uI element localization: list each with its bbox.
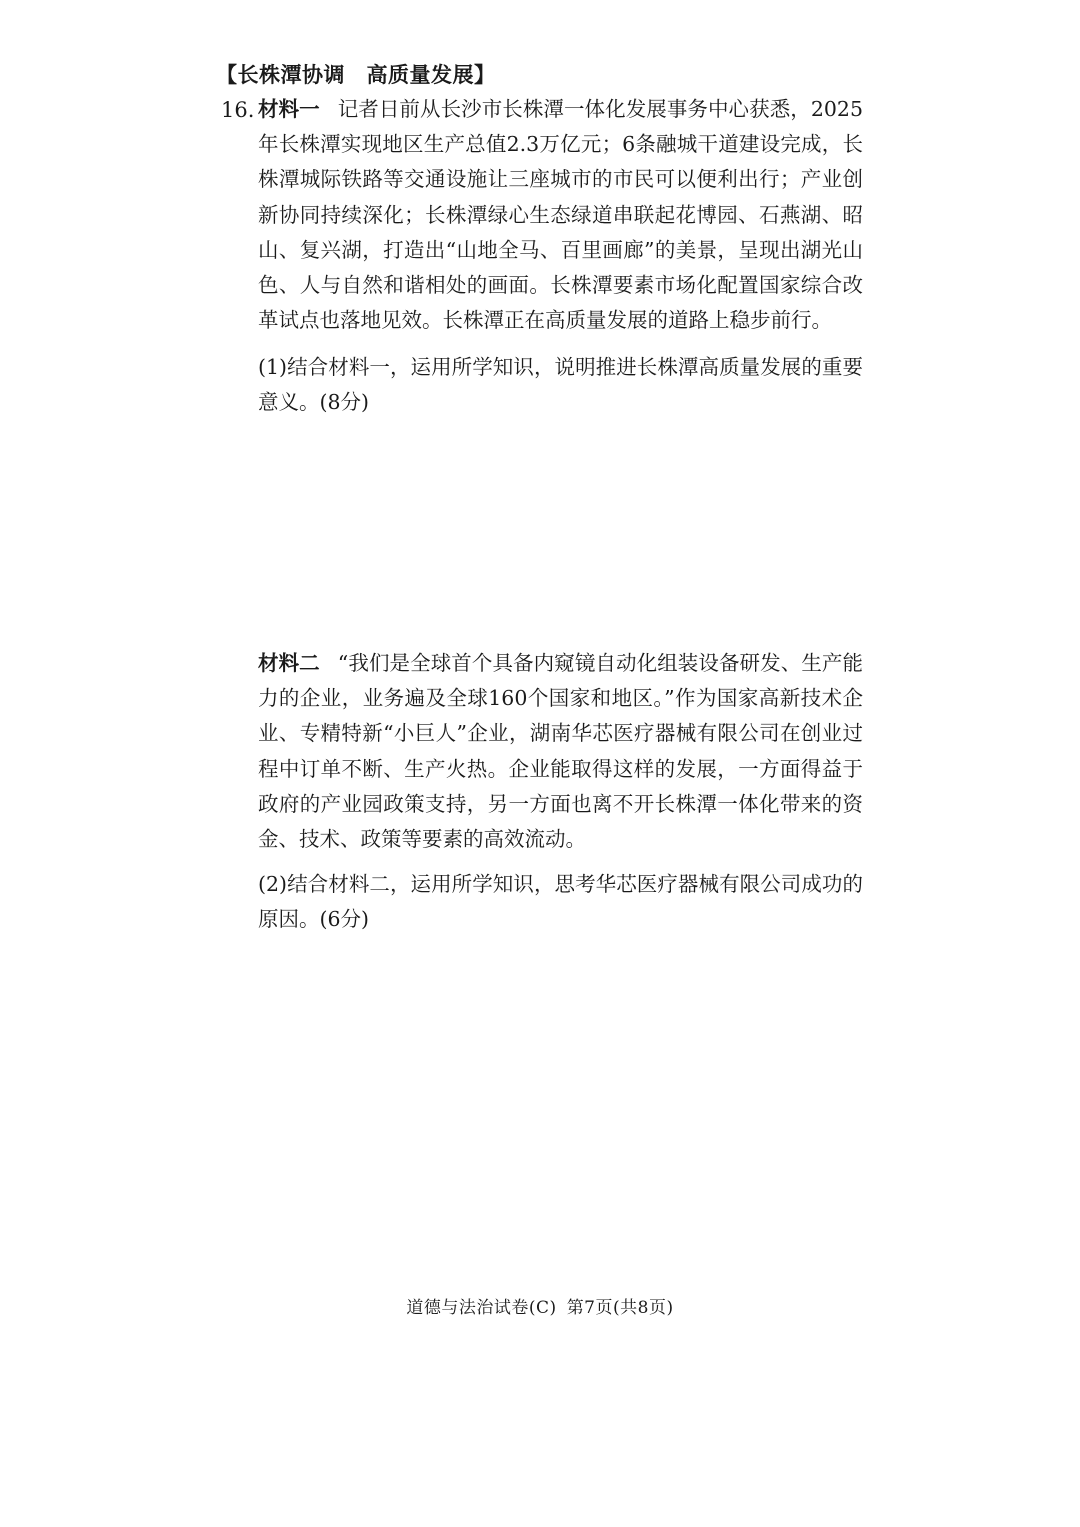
- sub-question-one: [258, 350, 863, 420]
- paper-name: 道德与法治试卷(C): [406, 1298, 557, 1318]
- material-one: [258, 92, 863, 338]
- sub-question-two: [258, 867, 863, 937]
- material-two-label: 材料二: [258, 651, 320, 675]
- sub-question-one-text: (1)结合材料一，运用所学知识，说明推进长株潭高质量发展的重要意义。(8分): [258, 355, 863, 415]
- sub-question-two-text: (2)结合材料二，运用所学知识，思考华芯医疗器械有限公司成功的原因。(6分): [258, 872, 863, 932]
- material-one-text: 记者日前从长沙市长株潭一体化发展事务中心获悉，2025年长株潭实现地区生产总值2.3万亿元；6条融城干道建设完成，长株潭城际铁路等交通设施让三座城市的市民可以便利出行；产业创新协同持续深化；长株潭绿心生态绿道串联起花博园、石燕湖、昭山、复兴湖，打造出“山地全马、百里画廊”的美景，呈现出湖光山色、人与自然和谐相处的画面。长株潭要素市场化配置国家综合改革试点也落地见效。长株潭正在高质量发展的道路上稳步前行。: [258, 97, 864, 333]
- page-number: 第7页(共8页): [566, 1298, 674, 1318]
- material-two-text: “我们是全球首个具备内窥镜自动化组装设备研发、生产能力的企业，业务遍及全球160个国家和地区。”作为国家高新技术企业、专精特新“小巨人”企业，湖南华芯医疗器械有限公司在创业过程中订单不断、生产火热。企业能取得这样的发展，一方面得益于政府的产业园政策支持，另一方面也离不开长株潭一体化带来的资金、技术、政策等要素的高效流动。: [258, 651, 864, 852]
- section-title: 【长株潭协调 高质量发展】: [216, 63, 496, 87]
- question-number: 16.: [221, 98, 255, 122]
- page-footer: [0, 1296, 1080, 1320]
- material-two: [258, 646, 863, 857]
- material-one-label: 材料一: [258, 97, 320, 121]
